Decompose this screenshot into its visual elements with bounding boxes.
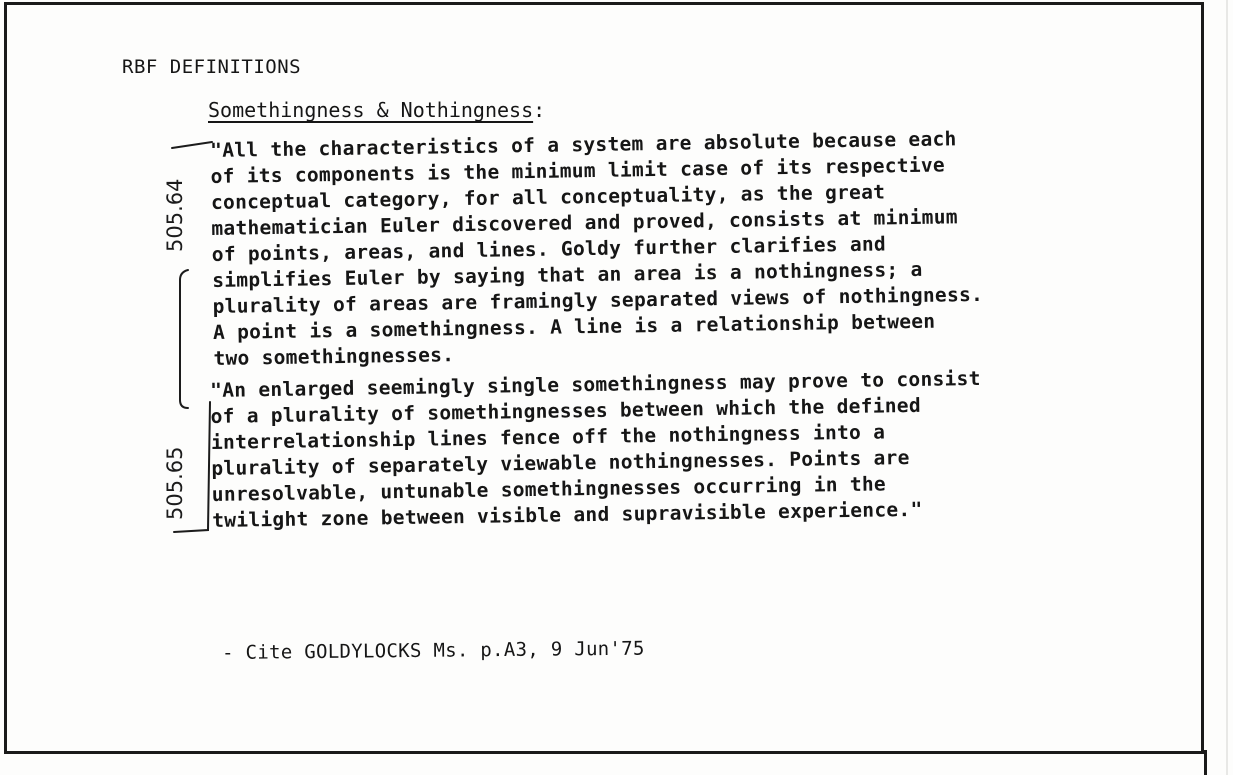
upper-bracket-tick (172, 142, 212, 148)
paragraph-line: twilight zone between visible and supravisible experience." (212, 497, 923, 532)
definition-paragraph-2 (210, 363, 1152, 534)
lower-bracket (174, 402, 210, 532)
scan-edge (1226, 0, 1228, 775)
paragraph-line: of a plurality of somethingnesses between which the defined (210, 393, 922, 428)
section-title-colon: : (533, 98, 546, 122)
paragraph-line: "All the characteristics of a system are absolute because each (210, 127, 957, 162)
paragraph-line: plurality of areas are framingly separated views of nothingness. (212, 282, 984, 318)
paragraph-line: unresolvable, untunable somethingnesses occurring in the (211, 472, 887, 506)
handwritten-brackets (150, 130, 230, 550)
margin-note-lower: 505.65 (163, 446, 187, 520)
middle-bracket (180, 270, 188, 408)
paragraph-line: "An enlarged seemingly single somethingness may prove to consist (210, 366, 981, 402)
citation: - Cite GOLDYLOCKS Ms. p.A3, 9 Jun'75 (222, 637, 645, 664)
paragraph-line: of points, areas, and lines. Goldy further clarifies and (211, 232, 887, 266)
margin-note-upper: 505.64 (163, 178, 187, 252)
section-title-text: Somethingness & Nothingness (208, 98, 534, 122)
paragraph-line: interrelationship lines fence off the nothingness into a (210, 420, 886, 454)
bottom-strip (0, 754, 1233, 775)
paragraph-line: A point is a somethingness. A line is a relationship between (212, 309, 936, 344)
paragraph-line: of its components is the minimum limit case of its respective (210, 153, 946, 188)
paragraph-line: conceptual category, for all conceptuality, as the great (210, 180, 886, 214)
paragraph-line: two somethingnesses. (213, 343, 455, 370)
card-edge-line (1204, 750, 1207, 775)
paragraph-line: plurality of separately viewable nothingnesses. Points are (211, 446, 910, 480)
paragraph-line: simplifies Euler by saying that an area is a nothingness; a (212, 257, 923, 292)
document-header: RBF DEFINITIONS (122, 56, 302, 78)
section-title (208, 98, 545, 122)
paragraph-line: mathematician Euler discovered and proved, consists at minimum (211, 205, 958, 240)
definition-paragraph-1 (210, 123, 1154, 372)
